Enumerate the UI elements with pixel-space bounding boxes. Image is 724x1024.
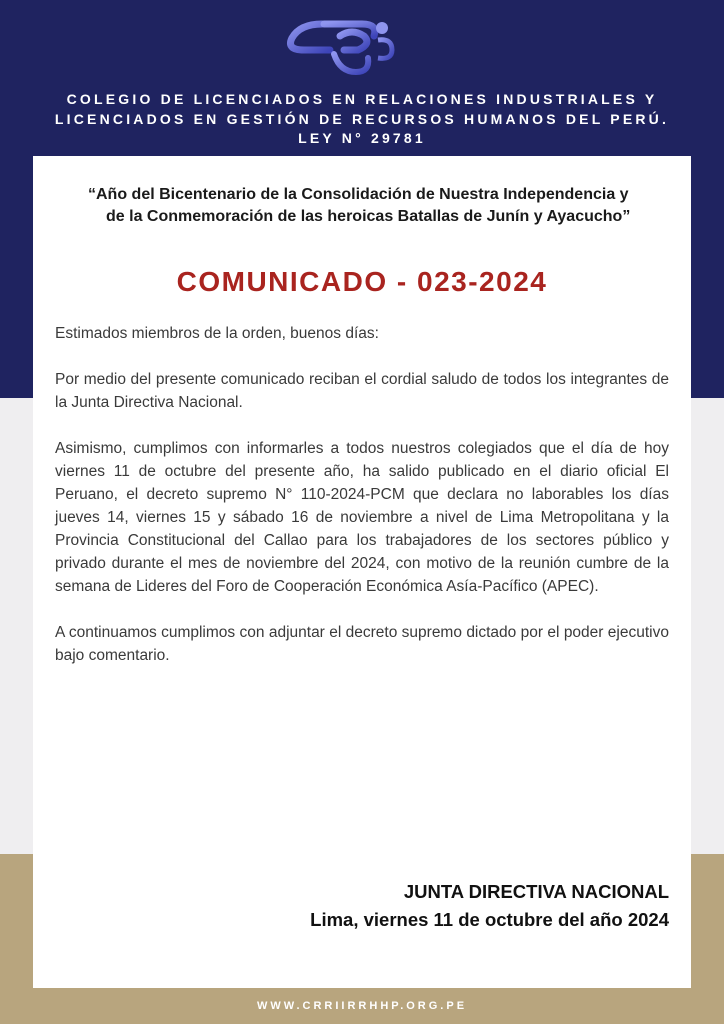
year-motto	[88, 184, 678, 228]
motto-line-1: “Año del Bicentenario de la Consolidación de Nuestra Independencia y	[88, 186, 629, 203]
body-paragraph-3: A continuamos cumplimos con adjuntar el decreto supremo dictado por el poder ejecutivo bajo comentario.	[55, 624, 669, 664]
crrii-logo-icon	[282, 14, 398, 80]
body-paragraph-2: Asimismo, cumplimos con informarles a todos nuestros colegiados que el día de hoy viernes 11 de octubre del presente año, ha salido publicado en el diario oficial El Peruano, el decreto supremo N° 110-2024-PCM que declara no laborables los días jueves 14, viernes 15 y sábado 16 de noviembre a nivel de Lima Metropolitana y la Provincia Constitucional del Callao para los trabajadores de los sectores público y privado durante el mes de noviembre del 2024, con motivo de la reunión cumbre de la semana de Lideres del Foro de Cooperación Económica Asía-Pacífico (APEC).	[55, 440, 669, 595]
greeting-paragraph: Estimados miembros de la orden, buenos días:	[55, 325, 379, 342]
signature-block	[310, 878, 669, 934]
motto-line-2: de la Conmemoración de las heroicas Batallas de Junín y Ayacucho”	[106, 208, 631, 225]
org-law-number: LEY N° 29781	[298, 130, 426, 146]
signature-line-2: Lima, viernes 11 de octubre del año 2024	[310, 909, 669, 930]
document-body	[55, 322, 669, 690]
org-name-line-2: LICENCIADOS EN GESTIÓN DE RECURSOS HUMANOS DEL PERÚ.	[54, 110, 670, 127]
body-paragraph-1: Por medio del presente comunicado reciban el cordial saludo de todos los integrantes de la Junta Directiva Nacional.	[55, 371, 669, 411]
signature-line-1: JUNTA DIRECTIVA NACIONAL	[403, 881, 669, 902]
org-name-line-1: COLEGIO DE LICENCIADOS EN RELACIONES INDUSTRIALES Y	[66, 91, 658, 107]
document-title: COMUNICADO - 023-2024	[176, 266, 548, 297]
organization-name	[20, 90, 704, 149]
document-card	[33, 156, 691, 988]
website-url[interactable]: WWW.CRRIIRRHHP.ORG.PE	[256, 1000, 468, 1012]
